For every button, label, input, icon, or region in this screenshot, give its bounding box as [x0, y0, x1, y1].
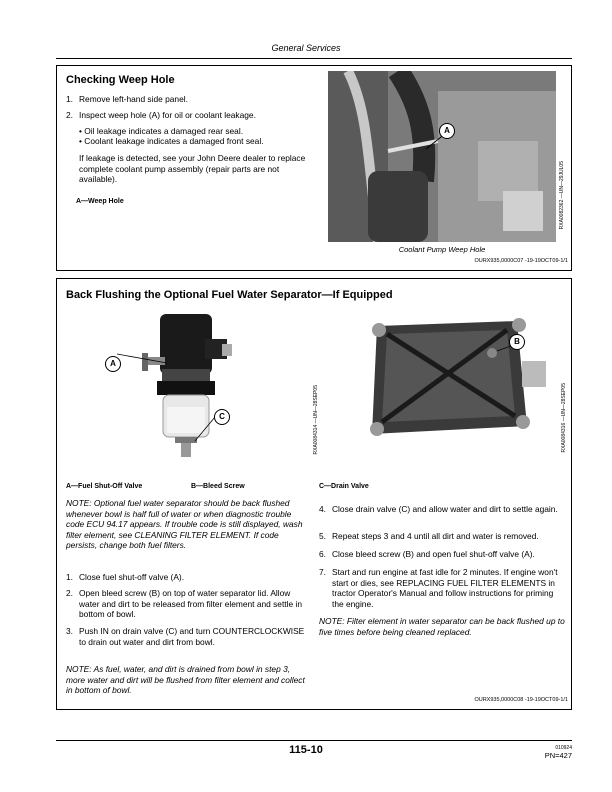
page-number: 115-10: [289, 744, 323, 756]
section-title: Back Flushing the Optional Fuel Water Separator—If Equipped: [66, 289, 393, 301]
separator-photo-left: [107, 309, 277, 471]
callout-c: C: [214, 409, 230, 425]
section-weep-hole: [56, 65, 572, 271]
note-2: NOTE: As fuel, water, and dirt is drained from bowl in step 3, more water and dirt will be flushed from filter element and collect in bottom of bowl.: [66, 664, 305, 696]
step-2: 2. Open bleed screw (B) on top of water separator lid. Allow water and dirt to be released from filter element and settle in bottom of bowl.: [66, 588, 302, 620]
bullet-1: • Oil leakage indicates a damaged rear seal.: [79, 126, 244, 136]
footer-rule: [56, 740, 572, 741]
fuel-water-separator-illustration: [107, 309, 277, 471]
bullet-2: • Coolant leakage indicates a damaged front seal.: [79, 136, 264, 146]
step-1: 1. Remove left-hand side panel.: [66, 94, 188, 104]
reference-code: OURX935,0000C07 -19-19OCT09-1/1: [474, 258, 568, 264]
separator-lid-illustration: [357, 316, 557, 439]
note-1: NOTE: Optional fuel water separator should be back flushed whenever bowl is half full of water or when diagnostic trouble code ECU 94.17 appears. If trouble code is still displayed, wash filter element, see CLEANING FILTER ELEMENT. If code persists, change both fuel filters.: [66, 498, 303, 551]
photo1-code: RXA0084314 —UN—28SEP05: [313, 385, 319, 455]
footer-small-code: 010924: [555, 745, 572, 751]
photo-caption: Coolant Pump Weep Hole: [398, 245, 486, 254]
legend-a: A—Weep Hole: [76, 198, 124, 205]
callout-a: A: [439, 123, 455, 139]
header-rule: [56, 58, 572, 59]
section-title: Checking Weep Hole: [66, 74, 175, 86]
callout-b: B: [509, 334, 525, 350]
reference-code: OURX935,0000C08 -19-19OCT09-1/1: [474, 697, 568, 703]
pn-code: PN=427: [544, 751, 572, 760]
leak-paragraph: If leakage is detected, see your John Deere dealer to replace complete coolant pump assembly (repair parts are not available).: [79, 153, 306, 185]
step-4: 4. Close drain valve (C) and allow water and dirt to settle again.: [319, 504, 558, 514]
step-1: 1. Close fuel shut-off valve (A).: [66, 572, 185, 582]
legend-b: B—Bleed Screw: [191, 483, 245, 490]
legend-c: C—Drain Valve: [319, 483, 369, 490]
coolant-pump-illustration: [328, 71, 556, 242]
coolant-pump-photo: [328, 71, 556, 242]
step-7: 7. Start and run engine at fast idle for 2 minutes. If engine won't start or dies, see REPLACING FUEL FILTER ELEMENTS in tractor Operator's Manual and follow instructions for priming the engine.: [319, 567, 558, 609]
step-6: 6. Close bleed screw (B) and open fuel shut-off valve (A).: [319, 549, 535, 559]
separator-photo-right: [357, 316, 557, 439]
note-3: NOTE: Filter element in water separator can be back flushed up to five times before being cleaned replaced.: [319, 616, 565, 637]
photo2-code: RXA0084316 —UN—28SEP05: [561, 383, 567, 453]
callout-a: A: [105, 356, 121, 372]
step-2: 2. Inspect weep hole (A) for oil or coolant leakage.: [66, 110, 256, 120]
legend-a: A—Fuel Shut-Off Valve: [66, 483, 143, 490]
photo-code: RXA0082362 —UN—29JUL05: [559, 161, 565, 230]
running-header: General Services: [271, 43, 341, 53]
step-3: 3. Push IN on drain valve (C) and turn COUNTERCLOCKWISE to drain out water and dirt from bowl.: [66, 626, 305, 647]
section-back-flushing: [56, 278, 572, 710]
step-5: 5. Repeat steps 3 and 4 until all dirt and water is removed.: [319, 531, 539, 541]
